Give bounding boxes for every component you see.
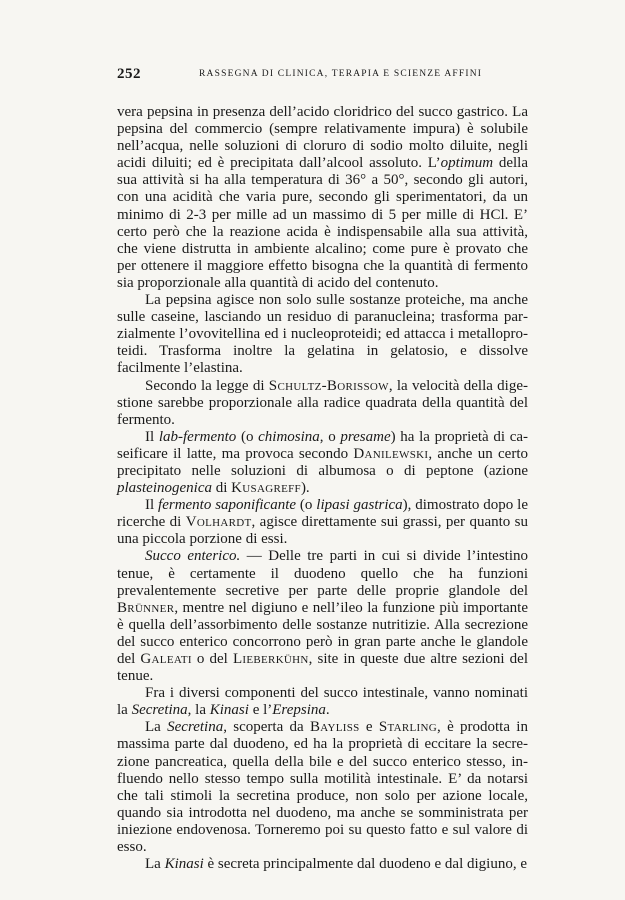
author-name: Kusagreff — [231, 480, 301, 497]
text-run: La pepsina agisce non solo sulle sostanze proteiche, ma anche sulle caseine, lasciando un residuo di paranucleina; trasforma parzialmente l’ovovitellina ed i nucleoproteidi; ed attacca i metalloproteidi. Trasforma inoltre la gelatina in gelatosio, e dissolve facilmente l’elastina. — [117, 292, 528, 377]
text-run: ), dimostrato dopo le ricerche di — [117, 497, 528, 531]
text-run: vera pepsina in presenza dell’acido cloridrico del succo gastrico. La pepsina del commercio (sempre relativamente impura) è solubile nell’acqua, nelle soluzioni di cloruro di sodio molto diluite, negli acidi diluiti; ed è precipitata dall’alcool assoluto. L’ — [117, 104, 528, 172]
italic-run: Secretina — [167, 719, 224, 736]
text-run: (o — [236, 428, 259, 445]
text-run: Il — [145, 428, 159, 445]
paragraph-7 — [117, 685, 528, 719]
paragraph-3 — [117, 378, 528, 429]
text-run: ). — [300, 480, 310, 497]
running-title: RASSEGNA DI CLINICA, TERAPIA E SCIENZE AFFINI — [199, 69, 483, 79]
text-run: Il — [145, 497, 159, 514]
text-run: , site in queste due altre sezioni del tenue. — [117, 651, 529, 685]
italic-run: fermento saponificante — [158, 497, 297, 514]
text-run: , mentre nel digiuno e nell’ileo la funzione più importante è quella dell’assorbimento delle sostanze nutritizie. Alla secrezione del succo enterico concorrono però in gran parte anche le glandole del — [117, 599, 528, 667]
author-name: Brünner — [117, 599, 175, 616]
text-run: Fra i diversi componenti del succo intestinale, vanno nominati la — [117, 685, 528, 719]
text-run: , agisce direttamente sui grassi, per quanto su una piccola porzione di essi. — [117, 514, 528, 548]
author-name: Galeati — [140, 651, 192, 667]
author-name: Lieberkühn — [232, 651, 309, 667]
paragraph-1 — [117, 104, 528, 292]
text-run: , la velocità della digestione sarebbe proporzionale alla radice quadrata della quantità del fermento. — [117, 377, 529, 428]
italic-run: Kinasi — [209, 702, 249, 719]
italic-run: presame — [340, 428, 391, 445]
paragraph-9 — [117, 856, 528, 873]
text-run: La — [145, 719, 168, 736]
italic-run: Erepsina — [272, 702, 326, 719]
text-run: e l’ — [248, 702, 273, 719]
page-number: 252 — [117, 66, 141, 82]
text-run: è secreta principalmente dal duodeno e dal digiuno, e — [203, 856, 527, 873]
text-run: di — [211, 480, 232, 497]
italic-run: chimosina — [258, 428, 320, 445]
paragraph-2 — [117, 292, 528, 377]
text-run: e — [359, 719, 379, 736]
body-text — [117, 104, 528, 873]
author-name: Bayliss — [310, 719, 360, 736]
text-run: — Delle tre parti in cui si divide l’intestino tenue, è certamente il duodeno quello che ha funzioni prevalentemente secretive per parte delle proprie glandole del — [117, 548, 528, 599]
text-run: , o — [319, 428, 341, 445]
text-run: La — [145, 856, 165, 873]
text-run: ) ha la proprietà di caseificare il latte, ma provoca secondo — [117, 428, 529, 462]
paragraph-4 — [117, 429, 528, 497]
italic-run: lab-fermento — [158, 428, 237, 445]
page-header — [117, 66, 527, 86]
text-run: . — [325, 702, 330, 719]
author-name: Schultz-Borissow — [268, 377, 389, 394]
paragraph-8 — [117, 719, 528, 856]
author-name: Starling — [378, 719, 438, 736]
text-run: , è prodotta in massima parte dal duodeno, ed ha la proprietà di eccitare la secrezione pancreatica, quella della bile e del succo enterico stesso, influendo nello stesso tempo sulla motilità intestinale. E’ da notarsi che tali stimoli la secretina produce, non solo per azione locale, quando sia introdotta nel duodeno, ma anche se somministrata per iniezione endovenosa. Torneremo poi su questo fatto e sul valore di esso. — [117, 719, 528, 856]
text-run: , la — [187, 702, 210, 719]
text-run: o del — [191, 651, 233, 667]
italic-run: Kinasi — [164, 856, 204, 873]
paragraph-6 — [117, 548, 528, 685]
text-run: (o — [296, 497, 317, 514]
text-run: Secondo la legge di — [145, 377, 269, 394]
italic-run: Secretina — [131, 702, 188, 719]
paragraph-5 — [117, 497, 528, 548]
author-name: Volhardt — [185, 514, 252, 531]
italic-run: plasteinogenica — [117, 480, 212, 497]
italic-run: Succo enterico. — [145, 548, 241, 565]
italic-run: lipasi gastrica — [316, 497, 403, 514]
text-run: , anche un certo precipitato nelle soluzioni di albumosa o di peptone (azione — [117, 445, 528, 479]
italic-run: optimum — [440, 155, 494, 172]
author-name: Danilewski — [353, 445, 429, 462]
text-run: della sua attività si ha alla temperatura di 36° a 50°, secondo gli autori, con una acidità che varia pure, secondo gli sperimentatori, da un minimo di 2-3 per mille ad un massimo di 5 per mille di HCl. E’ certo però che la reazione acida è indispensabile alla sua attività, che viene distrutta in ambiente alcalino; come pure è provato che per ottenere il maggiore effetto bisogna che la quantità di fermento sia proporzionale alla quantità di acido del contenuto. — [117, 155, 528, 291]
text-run: , scoperta da — [223, 719, 310, 736]
